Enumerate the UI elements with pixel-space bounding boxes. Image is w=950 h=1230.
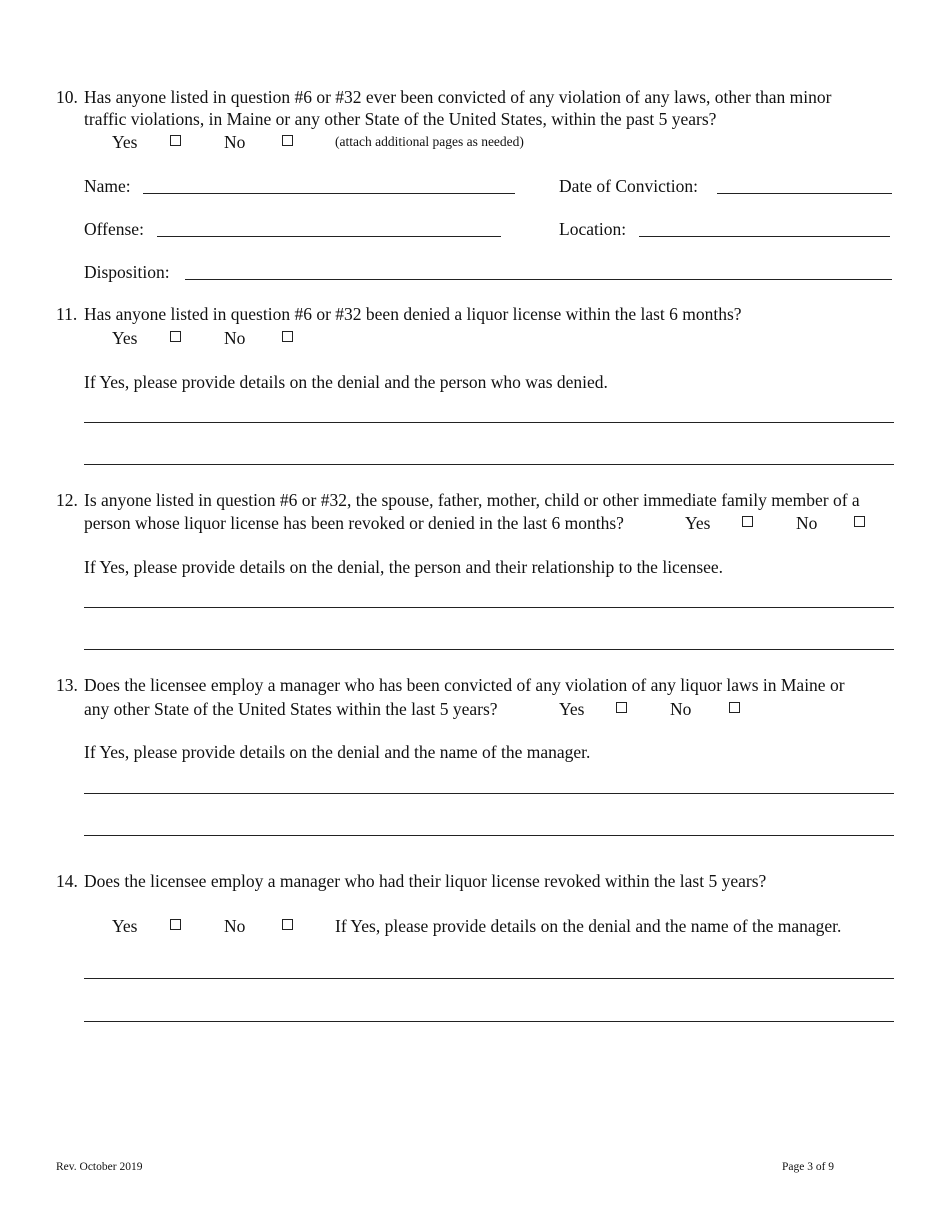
q14-answer-line-2[interactable] [84,1021,894,1022]
q12-text-line2: person whose liquor license has been revoked or denied in the last 6 months? [84,513,624,533]
q13-number: 13. [56,675,78,695]
q10-text-line1: Has anyone listed in question #6 or #32 ever been convicted of any violation of any laws, other than minor [84,87,832,107]
q12-answer-line-1[interactable] [84,607,894,608]
footer-page-number: Page 3 of 9 [782,1161,835,1173]
q13-answer-line-1[interactable] [84,793,894,794]
q13-no-checkbox[interactable] [729,702,740,713]
q12-yes-label: Yes [685,513,711,533]
q12-number: 12. [56,490,78,510]
q11-number: 11. [56,304,78,324]
q12-no-label: No [796,513,818,533]
q13-yes-checkbox[interactable] [616,702,627,713]
q10-note: (attach additional pages as needed) [335,134,524,149]
q10-location-label: Location: [559,219,627,239]
q13-text-line2: any other State of the United States within the last 5 years? [84,699,498,719]
q10-location-field[interactable] [639,236,890,237]
q11-no-label: No [224,328,246,348]
q10-yes-checkbox[interactable] [170,135,181,146]
q10-disposition-field[interactable] [185,279,892,280]
q12-no-checkbox[interactable] [854,516,865,527]
q14-text: Does the licensee employ a manager who had their liquor license revoked within the last 5 years? [84,871,767,891]
q12-yes-checkbox[interactable] [742,516,753,527]
q11-answer-line-2[interactable] [84,464,894,465]
q11-details: If Yes, please provide details on the denial and the person who was denied. [84,372,608,392]
q13-no-label: No [670,699,692,719]
q10-date-field[interactable] [717,193,892,194]
q11-yes-label: Yes [112,328,138,348]
q11-yes-checkbox[interactable] [170,331,181,342]
q10-name-label: Name: [84,176,131,196]
q10-offense-label: Offense: [84,219,144,239]
q10-name-field[interactable] [143,193,515,194]
q10-text-line2: traffic violations, in Maine or any other State of the United States, within the past 5 years? [84,109,717,129]
q14-number: 14. [56,871,78,891]
q12-text-line1: Is anyone listed in question #6 or #32, the spouse, father, mother, child or other immediate family member of a [84,490,860,510]
footer-revision: Rev. October 2019 [56,1161,143,1173]
q14-no-label: No [224,916,246,936]
q14-answer-line-1[interactable] [84,978,894,979]
q10-no-label: No [224,132,246,152]
q12-details: If Yes, please provide details on the denial, the person and their relationship to the licensee. [84,557,724,577]
q13-details: If Yes, please provide details on the denial and the name of the manager. [84,742,591,762]
q14-yes-checkbox[interactable] [170,919,181,930]
q10-no-checkbox[interactable] [282,135,293,146]
q10-disposition-label: Disposition: [84,262,170,282]
q13-text-line1: Does the licensee employ a manager who has been convicted of any violation of any liquor laws in Maine or [84,675,845,695]
q10-yes-label: Yes [112,132,138,152]
q13-yes-label: Yes [559,699,585,719]
q10-date-label: Date of Conviction: [559,176,699,196]
q14-details: If Yes, please provide details on the denial and the name of the manager. [335,916,842,936]
q14-yes-label: Yes [112,916,138,936]
q10-offense-field[interactable] [157,236,501,237]
q14-no-checkbox[interactable] [282,919,293,930]
q13-answer-line-2[interactable] [84,835,894,836]
q12-answer-line-2[interactable] [84,649,894,650]
q11-text: Has anyone listed in question #6 or #32 been denied a liquor license within the last 6 months? [84,304,742,324]
q11-answer-line-1[interactable] [84,422,894,423]
q11-no-checkbox[interactable] [282,331,293,342]
q10-number: 10. [56,87,78,107]
